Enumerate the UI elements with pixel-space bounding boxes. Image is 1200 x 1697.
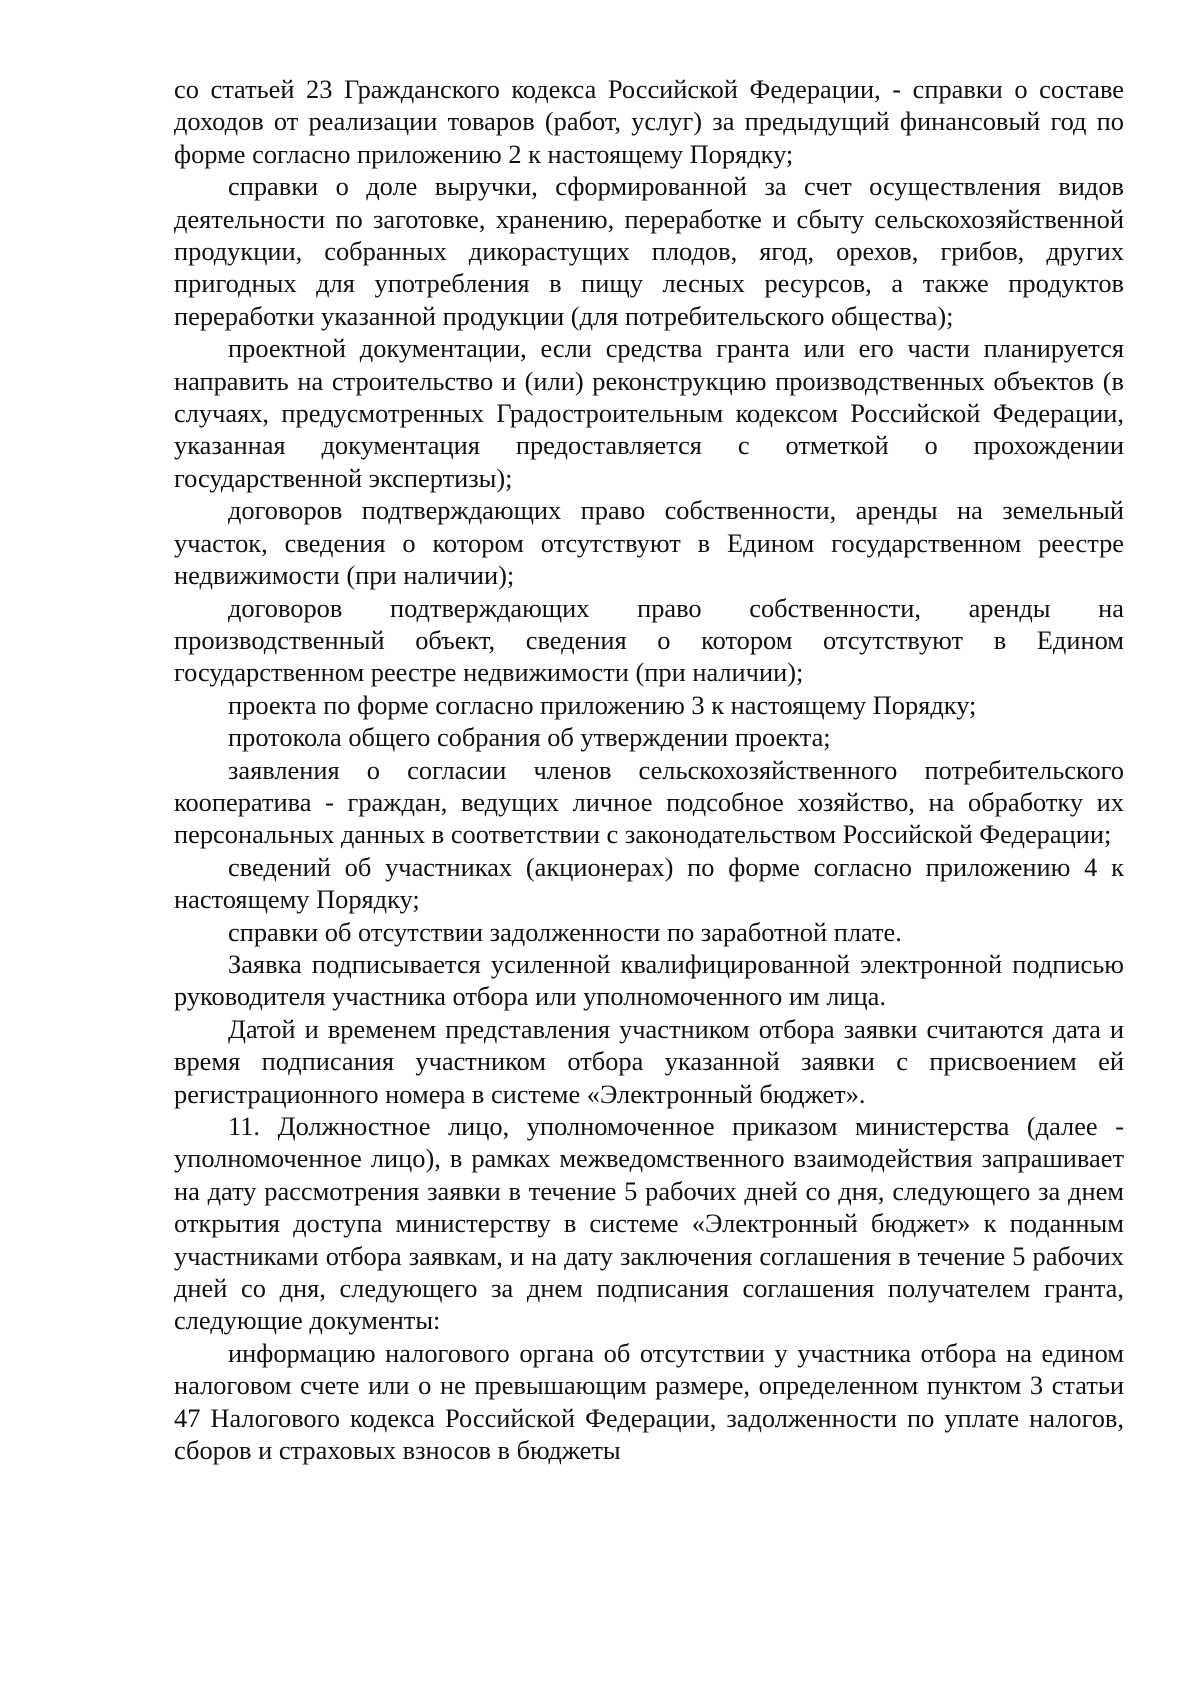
document-body — [174, 73, 1124, 1466]
paragraph-income-certificate: со статьей 23 Гражданского кодекса Российской Федерации, - справки о составе доходов от реализации товаров (работ, услуг) за предыдущий финансовый год по форме согласно приложению 2 к настоящему Порядку; — [174, 74, 1124, 169]
paragraph-project-documentation: проектной документации, если средства гранта или его части планируется направить на строительство и (или) реконструкцию производственных объектов (в случаях, предусмотренных Градостроительным кодексом Российской Федерации, указанная документация предоставляется с отметкой о прохождении государственной экспертизы); — [174, 333, 1124, 493]
paragraph-application-signature: Заявка подписывается усиленной квалифицированной электронной подписью руководителя участника отбора или уполномоченного им лица. — [174, 948, 1124, 1012]
paragraph-tax-information: информацию налогового органа об отсутствии у участника отбора на едином налоговом счете или о не превышающим размере, определенном пунктом 3 статьи 47 Налогового кодекса Российской Федерации, задолженности по уплате налогов, сборов и страховых взносов в бюджеты — [174, 1337, 1124, 1466]
paragraph-meeting-protocol: протокола общего собрания об утверждении проекта; — [228, 722, 831, 753]
paragraph-revenue-share-certificate: справки о доле выручки, сформированной за счет осуществления видов деятельности по заготовке, хранению, переработке и сбыту сельскохозяйственной продукции, собранных дикорастущих плодов, ягод, орехов, грибов, других пригодных для употребления в пищу лесных ресурсов, а также продуктов переработки указанной продукции (для потребительского общества); — [174, 171, 1124, 331]
paragraph-project-form: проекта по форме согласно приложению 3 к настоящему Порядку; — [228, 689, 977, 720]
paragraph-item-11: 11. Должностное лицо, уполномоченное приказом министерства (далее - уполномоченное лицо), в рамках межведомственного взаимодействия запрашивает на дату рассмотрения заявки в течение 5 рабочих дней со дня, следующего за днем открытия доступа министерству в системе «Электронный бюджет» к поданным участниками отбора заявкам, и на дату заключения соглашения в течение 5 рабочих дней со дня, следующего за днем подписания соглашения получателем гранта, следующие документы: — [174, 1111, 1124, 1336]
paragraph-land-contracts: договоров подтверждающих право собственности, аренды на земельный участок, сведения о котором отсутствуют в Едином государственном реестре недвижимости (при наличии); — [174, 495, 1124, 591]
paragraph-submission-date: Датой и временем представления участником отбора заявки считаются дата и время подписания участником отбора указанной заявки с присвоением ей регистрационного номера в системе «Электронный бюджет». — [174, 1013, 1124, 1109]
paragraph-consent-statement: заявления о согласии членов сельскохозяйственного потребительского кооператива - граждан, ведущих личное подсобное хозяйство, на обработку их персональных данных в соответствии с законодательством Российской Федерации; — [174, 754, 1124, 850]
paragraph-no-wage-debt: справки об отсутствии задолженности по заработной плате. — [228, 916, 902, 947]
paragraph-facility-contracts: договоров подтверждающих право собственности, аренды на производственный объект, сведения о котором отсутствуют в Едином государственном реестре недвижимости (при наличии); — [174, 592, 1124, 688]
paragraph-shareholders-info: сведений об участниках (акционерах) по форме согласно приложению 4 к настоящему Порядку; — [174, 851, 1124, 915]
